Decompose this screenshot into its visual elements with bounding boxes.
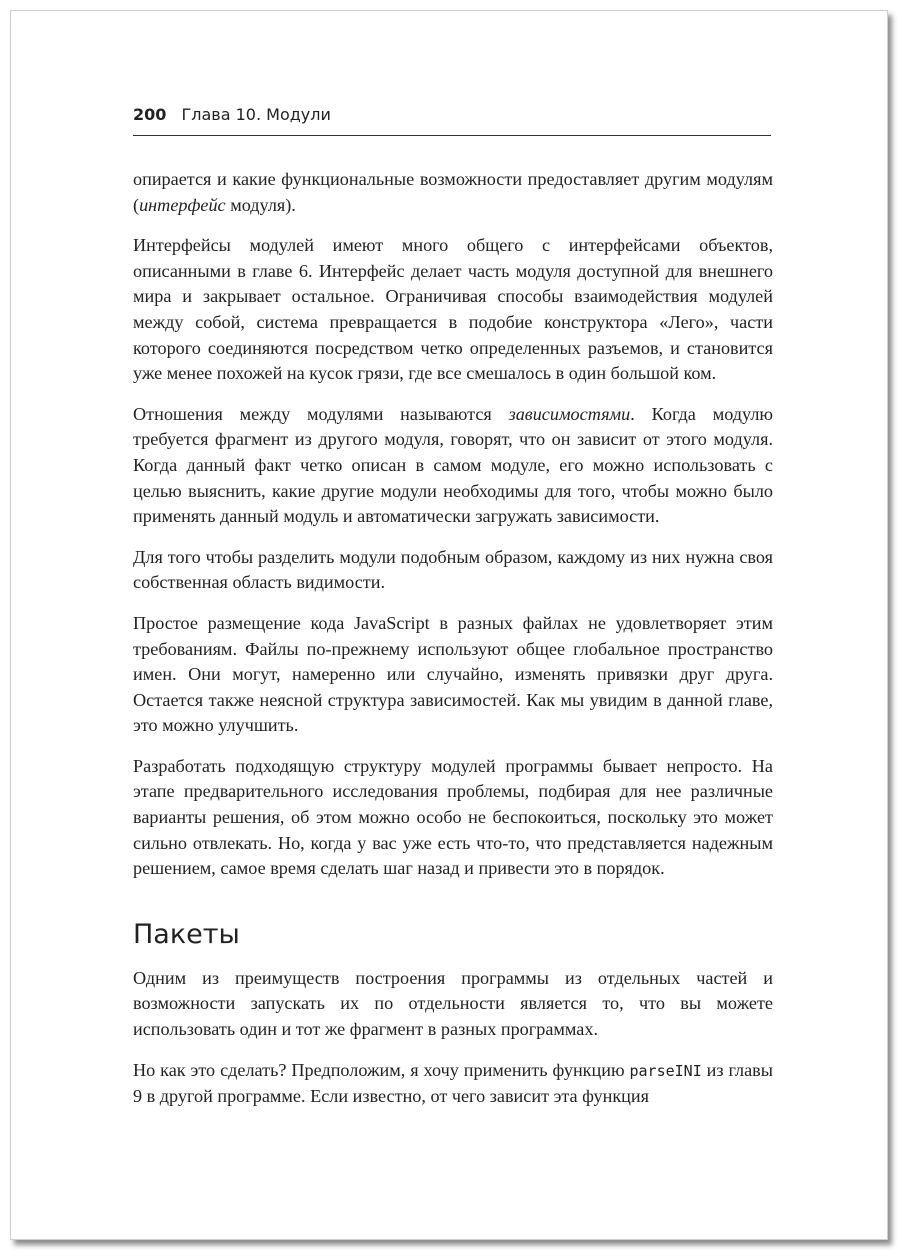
section-paragraph-2-text-a: Но как это сделать? Предположим, я хочу применить функцию: [133, 1059, 630, 1080]
section-paragraph-1: Одним из преимуществ построения программы из отдельных частей и возможности запускать их по отдельности является то, что вы можете использовать один и тот же фрагмент в разных программах.: [133, 967, 773, 1040]
paragraph-2: Интерфейсы модулей имеют много общего с интерфейсами объектов, описанными в главе 6. Интерфейс делает часть модуля доступной для внешнего мира и закрывает остальное. Ограничивая способы взаимодействия модулей между собой, система превращается в подобие конструктора «Лего», части которого соединяются посредством четко определенных разъемов, и становится уже менее похожей на кусок грязи, где все смешалось в один большой ком.: [133, 235, 773, 384]
paragraph-5: Простое размещение кода JavaScript в разных файлах не удовлетворяет этим требованиям. Файлы по-прежнему используют общее глобальное пространство имен. Они могут, намеренно или случайно, изменять привязки друг друга. Остается также неясной структура зависимостей. Как мы увидим в данной главе, это можно улучшить.: [133, 612, 773, 736]
paragraph-6: Разработать подходящую структуру модулей программы бывает непросто. На этапе предварительного исследования проблемы, подбирая для нее различные варианты решения, об этом можно особо не беспокоиться, поскольку это может сильно отвлекать. Но, когда у вас уже есть что-то, что представляется надежным решением, самое время сделать шаг назад и привести это в порядок.: [133, 755, 773, 879]
paragraph-3-text-b: . Когда модулю требуется фрагмент из другого модуля, говорят, что он зависит от этого модуля. Когда данный факт четко описан в самом модуле, его можно использовать с целью выяснить, какие другие модули необходимы для того, чтобы можно было применять данный модуль и автоматически загружать зависимости.: [133, 403, 773, 527]
paragraph-1-text-a: опирается и какие функциональные возможности предоставляет другим модулям (: [133, 169, 773, 215]
inline-code: parseINI: [629, 1061, 702, 1080]
chapter-title: Глава 10. Модули: [181, 105, 331, 124]
section-heading: Пакеты: [133, 918, 240, 950]
paragraph-3-emphasis: зависимостями: [508, 403, 631, 424]
running-header: [133, 105, 771, 136]
page-number: 200: [133, 105, 167, 124]
paragraph-3: [133, 402, 773, 530]
paragraph-1-text-b: модуля).: [225, 194, 296, 215]
paragraph-4: Для того чтобы разделить модули подобным образом, каждому из них нужна своя собственная область видимости.: [133, 546, 773, 593]
paragraph-1: [133, 167, 773, 218]
section-paragraph-2-text-b: из главы 9 в другой программе. Если известно, от чего зависит эта функция: [133, 1059, 773, 1107]
paragraph-1-emphasis: интерфейс: [139, 194, 226, 215]
page-content: [133, 167, 773, 1125]
section-paragraph-2: [133, 1058, 773, 1110]
paragraph-3-text-a: Отношения между модулями называются: [133, 403, 509, 424]
book-page: [10, 10, 888, 1240]
